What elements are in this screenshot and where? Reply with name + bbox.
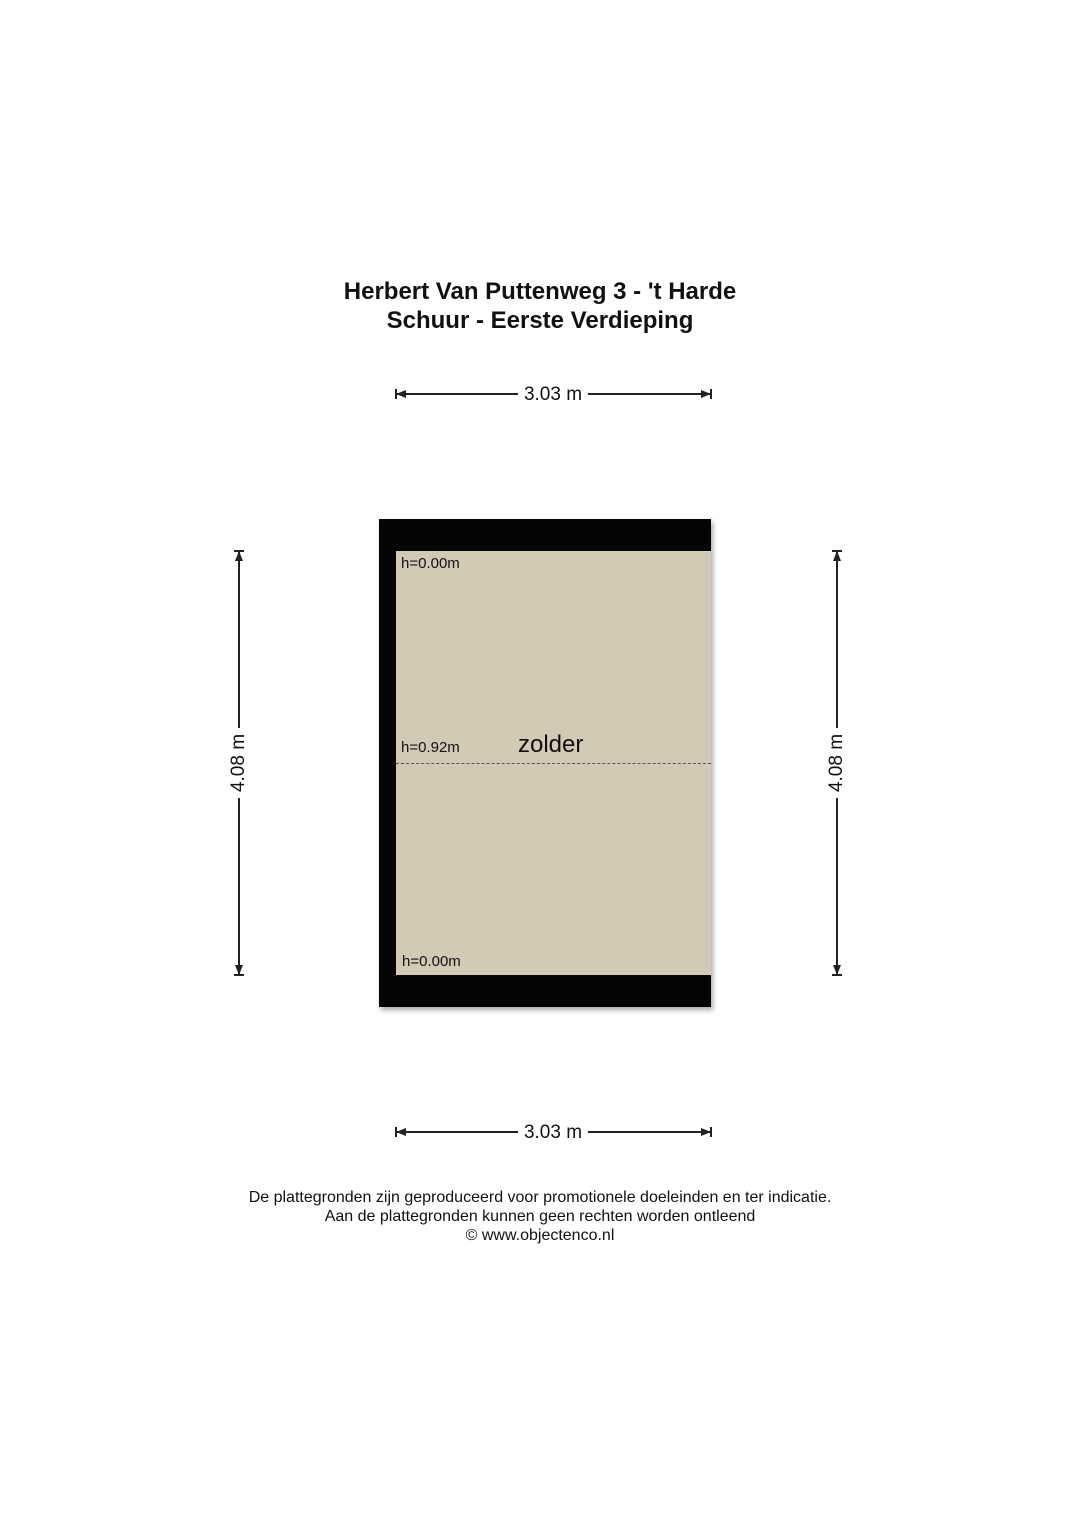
dimension-tick (710, 389, 712, 399)
left-depth-label: 4.08 m (228, 728, 250, 798)
ridge-line (396, 763, 711, 764)
right-depth-label: 4.08 m (826, 728, 848, 798)
dimension-tick (710, 1127, 712, 1137)
room-zolder (396, 551, 711, 975)
top-width-label: 3.03 m (518, 384, 588, 406)
height-label-top: h=0.00m (401, 555, 460, 572)
height-label-middle: h=0.92m (401, 739, 460, 756)
floor-subtitle: Schuur - Eerste Verdieping (386, 307, 694, 334)
disclaimer-line: De plattegronden zijn geproduceerd voor promotionele doeleinden en ter indicatie. (248, 1189, 832, 1206)
copyright-line: © www.objectenco.nl (465, 1227, 615, 1244)
floor-plan (379, 519, 711, 1007)
dimension-tick (832, 974, 842, 976)
page-title: Herbert Van Puttenweg 3 - 't Harde (343, 278, 737, 305)
height-label-bottom: h=0.00m (402, 953, 461, 970)
disclaimer-line: Aan de plattegronden kunnen geen rechten worden ontleend (324, 1208, 756, 1225)
bottom-width-label: 3.03 m (518, 1122, 588, 1144)
room-label: zolder (518, 731, 584, 758)
dimension-tick (234, 974, 244, 976)
